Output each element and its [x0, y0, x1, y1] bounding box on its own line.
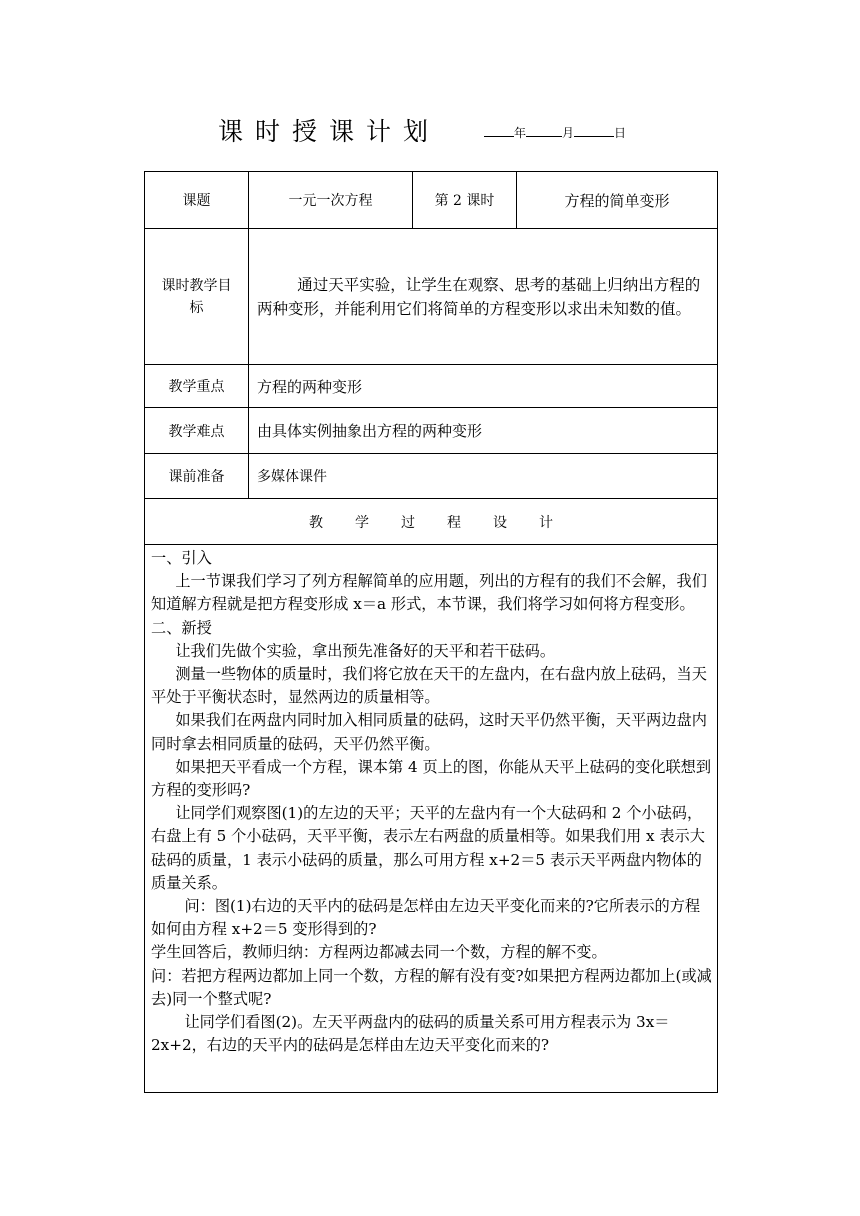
- key-point-row: [145, 365, 718, 408]
- header: [0, 112, 860, 148]
- paragraph: 让同学们观察图(1)的左边的天平；天平的左盘内有一个大砝码和 2 个小砝码，右盘上有 5 个小砝码，天平平衡，表示左右两盘的质量相等。如果我们用 x 表示大砝码的质量，1 表示小砝码的质量，那么可用方程 x+2＝5 表示天平两盘内物体的质量关系。: [151, 804, 705, 892]
- paragraph: 测量一些物体的质量时，我们将它放在天干的左盘内，在右盘内放上砝码，当天平处于平衡状态时，显然两边的质量相等。: [151, 665, 707, 707]
- process-content: [145, 545, 718, 1093]
- process-char: 教: [309, 514, 323, 531]
- goal-label: 课时教学目标: [145, 229, 249, 365]
- paragraph: 学生回答后，教师归纳：方程两边都减去同一个数，方程的解不变。: [151, 943, 607, 962]
- paragraph: 如果把天平看成一个方程，课本第 4 页上的图，你能从天平上砝码的变化联想到方程的变形吗?: [151, 757, 712, 800]
- year-label: 年: [514, 126, 527, 140]
- process-header: [145, 499, 718, 545]
- preparation-row: [145, 454, 718, 499]
- paragraph: 让同学们看图(2)。左天平两盘内的砝码的质量关系可用方程表示为 3x＝2x+2，右边的天平内的砝码是怎样由左边天平变化而来的?: [151, 1013, 670, 1055]
- preparation-text: 多媒体课件: [249, 454, 718, 499]
- paragraph: 问：图(1)右边的天平内的砝码是怎样由左边天平变化而来的?它所表示的方程如何由方程 x+2＝5 变形得到的?: [151, 897, 701, 939]
- section-heading-intro: 一、引入: [151, 549, 212, 567]
- lesson-plan-table: [144, 171, 718, 1093]
- key-point-label: 教学重点: [145, 365, 249, 408]
- process-header-row: [145, 499, 718, 545]
- process-char: 学: [355, 514, 369, 531]
- goal-text: 通过天平实验，让学生在观察、思考的基础上归纳出方程的两种变形，并能利用它们将简单的方程变形以求出未知数的值。: [257, 275, 701, 318]
- month-blank: [526, 125, 562, 137]
- topic-label: 课题: [145, 172, 249, 229]
- topic-value: 一元一次方程: [249, 172, 413, 229]
- lesson-number: 第 2 课时: [413, 172, 517, 229]
- day-blank: [574, 125, 614, 137]
- difficulty-label: 教学难点: [145, 408, 249, 454]
- process-char: 设: [493, 514, 507, 531]
- difficulty-row: [145, 408, 718, 454]
- paragraph: 上一节课我们学习了列方程解简单的应用题，列出的方程有的我们不会解，我们知道解方程就是把方程变形成 x＝a 形式，本节课，我们将学习如何将方程变形。: [151, 572, 707, 614]
- date-line: [484, 124, 626, 141]
- key-point-text: 方程的两种变形: [249, 365, 718, 408]
- process-char: 过: [401, 514, 415, 531]
- goal-row: [145, 229, 718, 365]
- lesson-title: 方程的简单变形: [517, 172, 718, 229]
- preparation-label: 课前准备: [145, 454, 249, 499]
- day-label: 日: [614, 126, 627, 140]
- paragraph: 问：若把方程两边都加上同一个数，方程的解有没有变?如果把方程两边都加上(或减去)同一个整式呢?: [151, 966, 712, 1008]
- process-content-row: [145, 545, 718, 1093]
- paragraph: 如果我们在两盘内同时加入相同质量的砝码，这时天平仍然平衡，天平两边盘内同时拿去相同质量的砝码，天平仍然平衡。: [151, 711, 707, 753]
- paragraph: 让我们先做个实验，拿出预先准备好的天平和若干砝码。: [175, 641, 555, 660]
- difficulty-text: 由具体实例抽象出方程的两种变形: [249, 408, 718, 454]
- year-blank: [484, 125, 514, 137]
- section-heading-new: 二、新授: [151, 618, 212, 637]
- page-title: 课时授课计划: [218, 117, 441, 146]
- process-char: 程: [447, 514, 461, 531]
- topic-row: [145, 172, 718, 229]
- month-label: 月: [562, 126, 575, 140]
- goal-cell: [249, 229, 718, 365]
- process-char: 计: [539, 514, 553, 531]
